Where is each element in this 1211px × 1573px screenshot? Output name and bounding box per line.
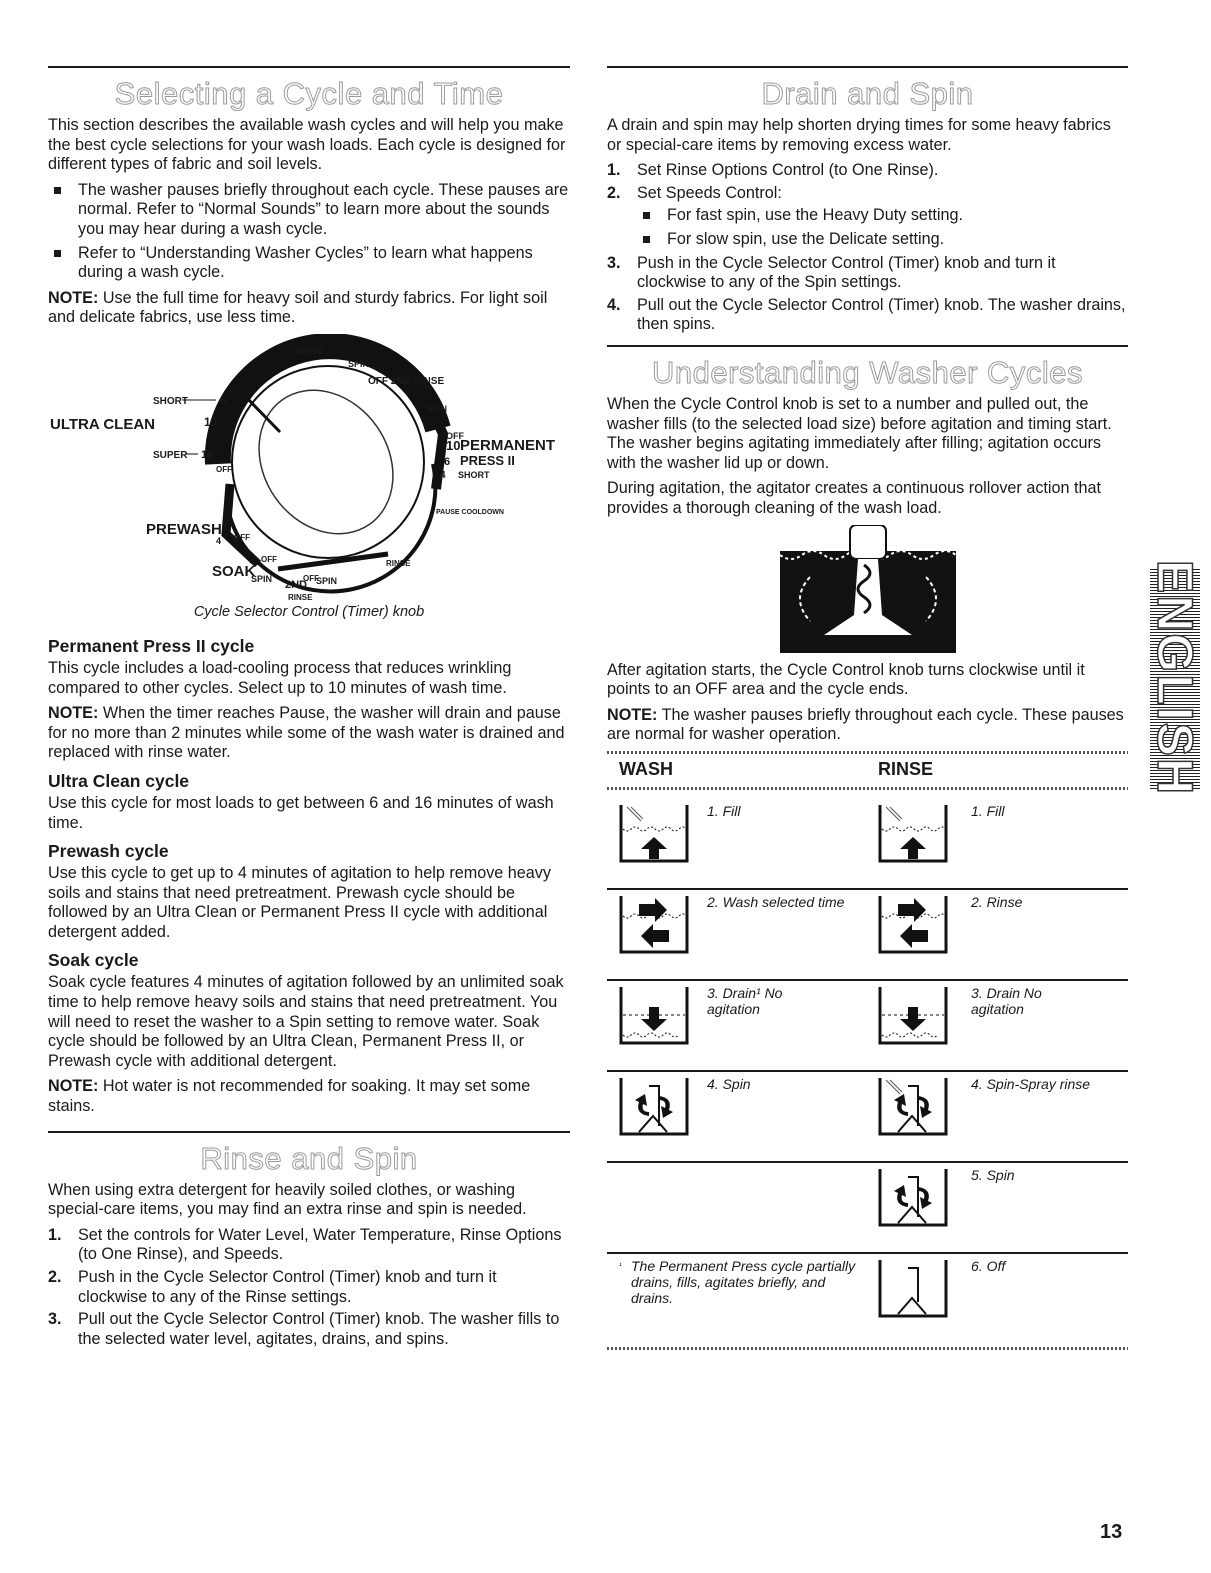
rinse-step-label: 5. Spin [971, 1166, 1015, 1183]
knob-label: 2ND [285, 578, 308, 591]
rinse-step-label: 1. Fill [971, 802, 1005, 819]
step-item [48, 1268, 570, 1307]
fill-icon [878, 803, 948, 863]
section-rule [607, 345, 1128, 347]
rinse-spin-intro: When using extra detergent for heavily soiled clothes, or washing special-care items, you may find an extra rinse and spin is needed. [48, 1180, 527, 1219]
knob-label: PREWASH [146, 520, 222, 538]
step-number: 1. [607, 161, 621, 180]
step-item [48, 1310, 570, 1349]
agitate-icon [878, 894, 948, 954]
perm-note [48, 704, 570, 763]
note-text: Hot water is not recommended for soaking. It may set some stains. [48, 1077, 531, 1116]
agitator-illustration [780, 525, 956, 653]
row-divider [607, 979, 1128, 981]
row-divider [607, 1161, 1128, 1163]
note-label: NOTE: [48, 288, 99, 307]
header-hatch [607, 787, 1128, 790]
step-text: Set Speeds Control: [637, 183, 782, 202]
selecting-note [48, 289, 570, 328]
wash-header: WASH [619, 758, 673, 779]
understanding-p3: After agitation starts, the Cycle Control knob turns clockwise until it points to an OFF area and the cycle ends. [607, 660, 1085, 699]
knob-label: PERMANENT [460, 436, 556, 454]
row-divider [607, 1252, 1128, 1254]
knob-label: SHORT [458, 469, 490, 480]
knob-caption: Cycle Selector Control (Timer) knob [193, 603, 425, 620]
rinse-spin-steps [48, 1226, 570, 1350]
note-text: The washer pauses briefly throughout each cycle. These pauses are normal for washer operation. [607, 705, 1124, 744]
drain-spin-steps [607, 161, 1128, 335]
knob-label: OFF [234, 532, 250, 542]
knob-label: OFF 2ND RINSE [368, 375, 445, 387]
prewash-text: Use this cycle to get up to 4 minutes of agitation to help remove heavy soils and stains that need pretreatment. Prewash cycle should be followed by an Ultra Clean or Permanent Press II cycle with additional detergent added. [48, 864, 551, 941]
step-number: 1. [48, 1225, 62, 1244]
knob-label: SHORT [153, 395, 188, 407]
drain-icon [619, 985, 689, 1045]
knob-label: SOAK [212, 562, 256, 580]
agitate-icon [619, 894, 689, 954]
note-label: NOTE: [48, 1077, 99, 1096]
knob-label: SUPER [153, 449, 188, 461]
knob-label: OFF [446, 430, 464, 441]
understanding-note [607, 706, 1128, 745]
understanding-p1: When the Cycle Control knob is set to a number and pulled out, the washer fills (to the selected load size) before agitation and timing start. The washer begins agitating immediately after filling; agitation occurs with the washer lid up or down. [607, 394, 1112, 472]
knob-label: RINSE [296, 345, 324, 356]
heading-soak: Soak cycle [48, 950, 139, 971]
footnote-text: The Permanent Press cycle partially drains, fills, agitates briefly, and drains. [631, 1257, 856, 1306]
selecting-bullets [48, 181, 570, 283]
side-tab-label: ENGLISH [1147, 559, 1203, 797]
understanding-p2: During agitation, the agitator creates a continuous rollover action that provides a thorough cleaning of the wash load. [607, 479, 1102, 517]
spin-icon [619, 1076, 689, 1136]
section-title-drain-spin: Drain and Spin [761, 76, 974, 111]
step-text: Set the controls for Water Level, Water Temperature, Rinse Options (to One Rinse), and Speeds. [78, 1225, 562, 1264]
ultra-text: Use this cycle for most loads to get between 6 and 16 minutes of wash time. [48, 793, 554, 832]
cycle-selector-knob [48, 334, 570, 604]
left-column [48, 66, 570, 1355]
knob-label: ULTRA CLEAN [50, 415, 155, 433]
wash-step-label: 4. Spin [707, 1075, 751, 1092]
top-rule [607, 66, 1128, 68]
bullet-item: Refer to “Understanding Washer Cycles” to learn what happens during a wash cycle. [48, 244, 570, 283]
knob-label: 10 [204, 414, 218, 429]
knob-label: 6 [220, 394, 227, 407]
note-text: Use the full time for heavy soil and sturdy fabrics. For light soil and delicate fabrics, use less time. [48, 288, 548, 327]
bullet-item: For fast spin, use the Heavy Duty setting. [637, 206, 1128, 226]
speed-bullets [637, 206, 1128, 249]
knob-label: PRESS II [460, 452, 515, 468]
heading-prewash: Prewash cycle [48, 841, 169, 862]
knob-label: 10 [446, 437, 461, 453]
spin-icon [878, 1167, 948, 1227]
table-top-hatch [607, 751, 1128, 754]
section-title-selecting: Selecting a Cycle and Time [114, 76, 504, 111]
step-item [607, 161, 1128, 181]
knob-label: 4 [216, 535, 222, 546]
perm-text: This cycle includes a load-cooling process that reduces wrinkling compared to other cycles. Select up to 10 minutes of wash time. [48, 658, 512, 697]
step-item [607, 296, 1128, 335]
wash-step-label: 2. Wash selected time [707, 893, 845, 910]
bullet-item: For slow spin, use the Delicate setting. [637, 230, 1128, 250]
knob-label: SPIN [251, 573, 273, 584]
knob-label: 6 [444, 455, 451, 468]
step-text: Pull out the Cycle Selector Control (Timer) knob. The washer drains, then spins. [637, 295, 1126, 334]
cycle-steps-table [607, 751, 1128, 1351]
knob-label: RINSE [386, 558, 411, 568]
section-rule [48, 1131, 570, 1133]
heading-ultra-clean: Ultra Clean cycle [48, 770, 190, 791]
step-number: 2. [607, 183, 621, 202]
fill-icon [619, 803, 689, 863]
agitator-cap [850, 525, 886, 559]
spin-spray-icon [878, 1076, 948, 1136]
note-label: NOTE: [607, 705, 658, 724]
bullet-item: The washer pauses briefly throughout each cycle. These pauses are normal. Refer to “Normal Sounds” to learn more about the sounds you may hear during a wash cycle. [48, 181, 570, 240]
step-number: 4. [607, 295, 621, 314]
step-item [607, 254, 1128, 293]
wash-step-label: 3. Drain¹ No agitation [707, 984, 783, 1017]
drain-spin-intro: A drain and spin may help shorten drying times for some heavy fabrics or special-care items by removing excess water. [607, 116, 1111, 154]
right-column [607, 66, 1128, 1351]
wash-step-label: 1. Fill [707, 802, 741, 819]
step-number: 3. [607, 253, 621, 272]
knob-label: OFF [216, 464, 232, 474]
row-divider [607, 888, 1128, 890]
rinse-header: RINSE [878, 758, 934, 779]
rinse-step-label: 4. Spin-Spray rinse [971, 1075, 1091, 1092]
knob-illustration [48, 334, 570, 604]
heading-permanent-press: Permanent Press II cycle [48, 635, 255, 656]
knob-label: SPIN [316, 575, 338, 586]
section-title-rinse-spin: Rinse and Spin [200, 1140, 418, 1176]
off-icon [878, 1258, 948, 1318]
step-number: 3. [48, 1310, 62, 1329]
step-item [607, 184, 1128, 250]
soak-note [48, 1077, 570, 1116]
step-number: 2. [48, 1268, 62, 1286]
rinse-step-label: 2. Rinse [971, 893, 1023, 910]
note-label: NOTE: [48, 704, 99, 723]
knob-label: OFF [261, 554, 277, 564]
row-divider [607, 1070, 1128, 1072]
step-text: Push in the Cycle Selector Control (Timer) knob and turn it clockwise to any of the Rinse settings. [78, 1268, 497, 1306]
step-item [48, 1226, 570, 1265]
step-text: Set Rinse Options Control (to One Rinse). [637, 161, 939, 180]
knob-label: 16 [201, 448, 214, 461]
step-text: Pull out the Cycle Selector Control (Timer) knob. The washer fills to the selected water level, agitates, drains, and spins. [78, 1310, 560, 1348]
rinse-step-label: 3. Drain No agitation [971, 984, 1042, 1017]
note-text: When the timer reaches Pause, the washer will drain and pause for no more than 2 minutes while some of the wash water is drained and replaced with rinse water. [48, 704, 565, 762]
table-bottom-hatch [607, 1347, 1128, 1350]
soak-text: Soak cycle features 4 minutes of agitation followed by an unlimited soak time to help remove heavy soils and stains that need pretreatment. You will need to reset the washer to a Spin setting to remove water. Soak cycle should be followed by an Ultra Clean, Permanent Press II, or Prewash cycle with additional detergent. [48, 973, 564, 1070]
selecting-intro: This section describes the available wash cycles and will help you make the best cycle selections for your wash loads. Each cycle is designed for different types of fabric and soil levels. [48, 116, 566, 174]
page-number: 13 [1100, 1521, 1123, 1543]
knob-label: SPIN [426, 403, 448, 414]
section-title-understanding: Understanding Washer Cycles [651, 354, 1084, 390]
rinse-step-label: 6. Off [971, 1257, 1006, 1274]
step-text: Push in the Cycle Selector Control (Timer) knob and turn it clockwise to any of the Spin settings. [637, 253, 1056, 292]
knob-label: PAUSE COOLDOWN [436, 508, 504, 516]
knob-label: OFF [303, 573, 319, 583]
top-rule [48, 66, 570, 68]
language-side-tab [1147, 559, 1203, 797]
knob-label: RINSE [288, 592, 313, 602]
drain-icon [878, 985, 948, 1045]
knob-label: SPIN [348, 358, 370, 369]
footnote-mark: ¹ [619, 1260, 622, 1270]
knob-label: 4 [440, 469, 446, 481]
